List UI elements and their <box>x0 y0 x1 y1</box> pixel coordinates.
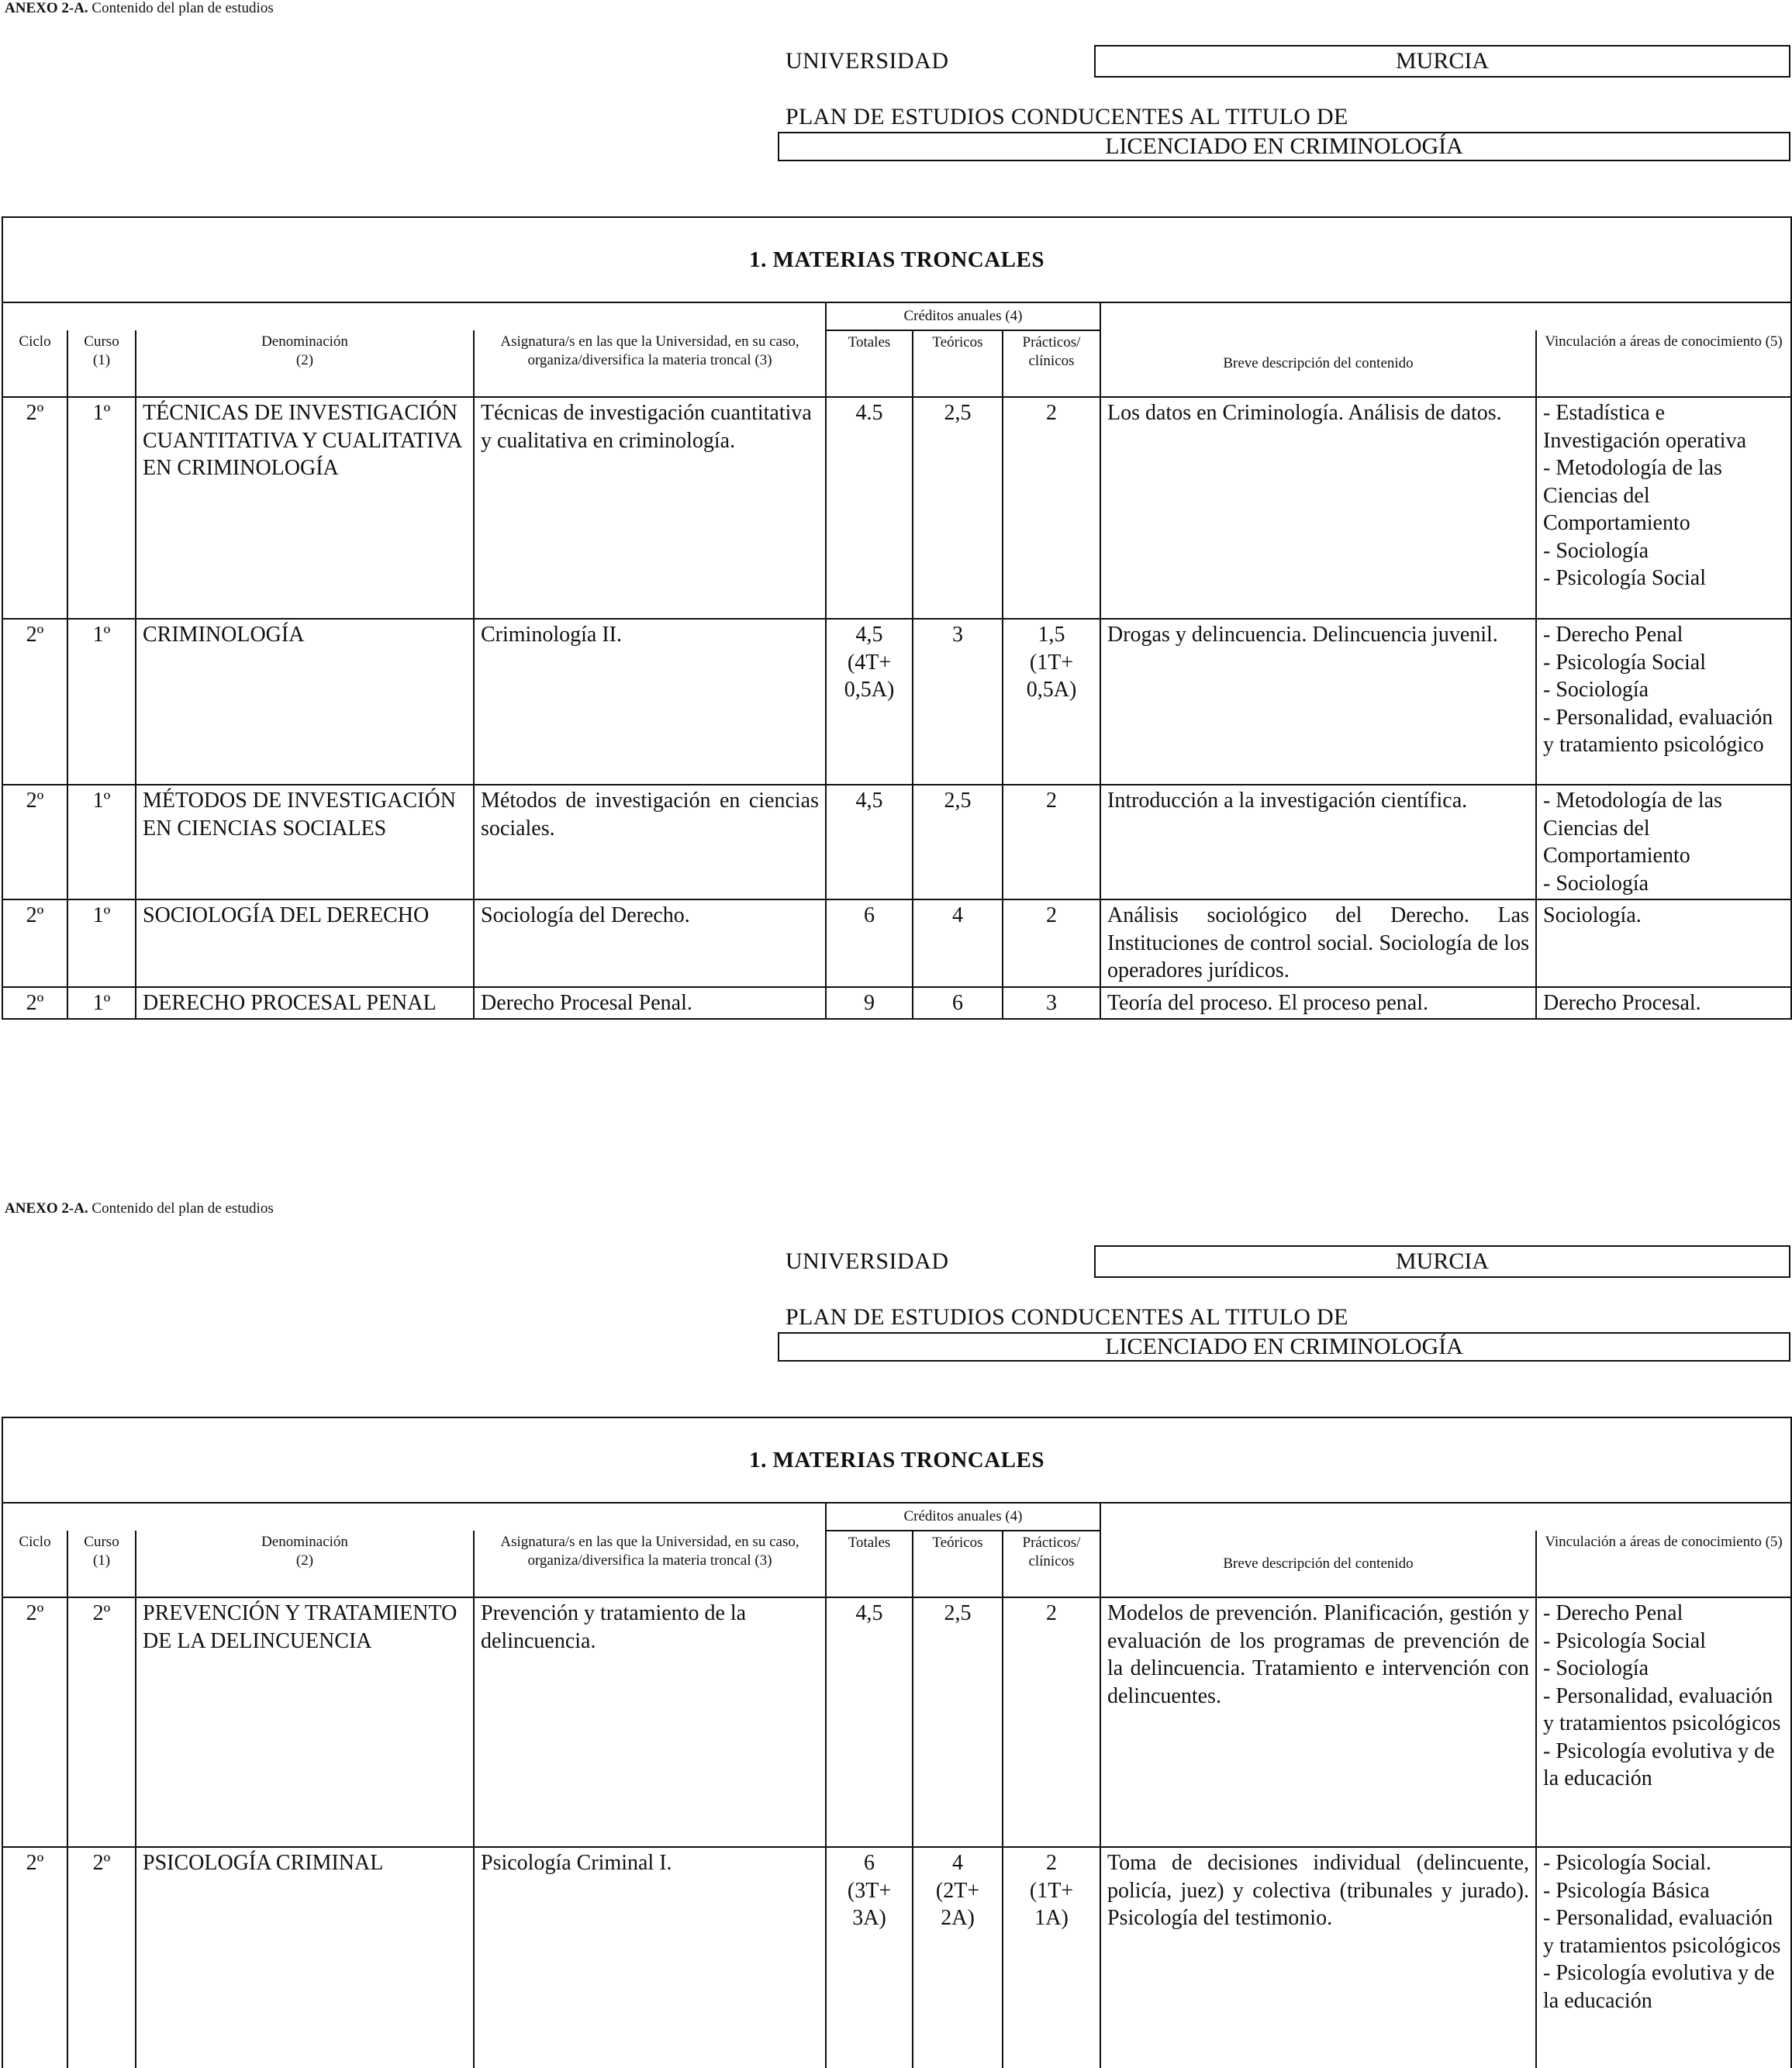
table-row <box>2 987 1791 1020</box>
cell-descripcion: Análisis sociológico del Derecho. Las Instituciones de control social. Sociología de los operadores jurídicos. <box>1100 899 1536 987</box>
cell-teoricos: 2,5 <box>913 1597 1003 1847</box>
header-teoricos: Teóricos <box>913 1531 1003 1597</box>
table-row <box>2 1597 1791 1847</box>
cell-asignatura: Técnicas de investigación cuantitativa y cualitativa en criminología. <box>474 397 826 619</box>
cell-denominacion: CRIMINOLOGÍA <box>136 619 474 785</box>
cell-practicos: 3 <box>1003 987 1100 1020</box>
cell-descripcion: Modelos de prevención. Planificación, gestión y evaluación de los programas de prevención de la delincuencia. Tratamiento e intervención con delincuentes. <box>1100 1597 1536 1847</box>
plan-label: PLAN DE ESTUDIOS CONDUCENTES AL TITULO DE <box>786 1304 1348 1330</box>
cell-vinculacion: Derecho Procesal. <box>1536 987 1791 1020</box>
cell-teoricos: 2,5 <box>913 785 1003 899</box>
page-2 <box>0 1200 1792 2068</box>
cell-denominacion: DERECHO PROCESAL PENAL <box>136 987 474 1020</box>
header-denominacion: Denominación (2) <box>136 1531 474 1597</box>
cell-descripcion: Introducción a la investigación científica. <box>1100 785 1536 899</box>
degree-value: LICENCIADO EN CRIMINOLOGÍA <box>778 132 1790 161</box>
cell-totales: 4.5 <box>826 397 913 619</box>
header-practicos: Prácticos/ clínicos <box>1003 330 1100 397</box>
annex-text: Contenido del plan de estudios <box>88 1200 274 1217</box>
cell-teoricos: 4 <box>913 899 1003 987</box>
university-label: UNIVERSIDAD <box>786 1248 949 1274</box>
troncales-table-wrap <box>2 216 1790 1020</box>
cell-ciclo: 2º <box>2 1847 67 2068</box>
credits-header: Créditos anuales (4) <box>826 302 1100 330</box>
plan-label: PLAN DE ESTUDIOS CONDUCENTES AL TITULO DE <box>786 104 1348 129</box>
header-teoricos: Teóricos <box>913 330 1003 397</box>
cell-practicos: 1,5 (1T+ 0,5A) <box>1003 619 1100 785</box>
cell-vinculacion: - Estadística e Investigación operativa - Metodología de las Ciencias del Comportamiento - Sociología - Psicología Social <box>1536 397 1791 619</box>
cell-teoricos: 3 <box>913 619 1003 785</box>
cell-teoricos: 4 (2T+ 2A) <box>913 1847 1003 2068</box>
header-totales: Totales <box>826 330 913 397</box>
cell-denominacion: PSICOLOGÍA CRIMINAL <box>136 1847 474 2068</box>
header-ciclo: Ciclo <box>2 1531 67 1597</box>
cell-descripcion: Drogas y delincuencia. Delincuencia juvenil. <box>1100 619 1536 785</box>
table-row <box>2 1847 1791 2068</box>
cell-practicos: 2 <box>1003 899 1100 987</box>
table-row <box>2 785 1791 899</box>
university-value: MURCIA <box>1094 45 1790 78</box>
cell-ciclo: 2º <box>2 1597 67 1847</box>
header-curso: Curso (1) <box>67 330 136 397</box>
cell-curso: 1º <box>67 899 136 987</box>
cell-totales: 4,5 <box>826 1597 913 1847</box>
header-practicos: Prácticos/ clínicos <box>1003 1531 1100 1597</box>
cell-denominacion: PREVENCIÓN Y TRATAMIENTO DE LA DELINCUENCIA <box>136 1597 474 1847</box>
cell-descripcion: Los datos en Criminología. Análisis de datos. <box>1100 397 1536 619</box>
header-spacer <box>1100 1503 1791 1531</box>
page-1 <box>0 0 1792 1024</box>
header-spacer <box>2 302 826 330</box>
university-value: MURCIA <box>1094 1245 1790 1278</box>
university-label: UNIVERSIDAD <box>786 48 949 74</box>
cell-practicos: 2 <box>1003 397 1100 619</box>
cell-asignatura: Prevención y tratamiento de la delincuencia. <box>474 1597 826 1847</box>
cell-practicos: 2 (1T+ 1A) <box>1003 1847 1100 2068</box>
header-ciclo: Ciclo <box>2 330 67 397</box>
cell-practicos: 2 <box>1003 785 1100 899</box>
troncales-table <box>2 1417 1792 2068</box>
annex-label: ANEXO 2-A. <box>5 1200 88 1217</box>
table-row <box>2 619 1791 785</box>
header-spacer <box>2 1503 826 1531</box>
cell-asignatura: Psicología Criminal I. <box>474 1847 826 2068</box>
cell-denominacion: SOCIOLOGÍA DEL DERECHO <box>136 899 474 987</box>
cell-vinculacion: Sociología. <box>1536 899 1791 987</box>
cell-ciclo: 2º <box>2 619 67 785</box>
troncales-table <box>2 216 1792 1020</box>
cell-ciclo: 2º <box>2 987 67 1020</box>
annex-text: Contenido del plan de estudios <box>88 0 274 16</box>
cell-teoricos: 2,5 <box>913 397 1003 619</box>
cell-vinculacion: - Metodología de las Ciencias del Comportamiento - Sociología <box>1536 785 1791 899</box>
cell-ciclo: 2º <box>2 397 67 619</box>
cell-denominacion: MÉTODOS DE INVESTIGACIÓN EN CIENCIAS SOCIALES <box>136 785 474 899</box>
cell-curso: 1º <box>67 397 136 619</box>
cell-vinculacion: - Derecho Penal - Psicología Social - Sociología - Personalidad, evaluación y tratamientos psicológicos - Psicología evolutiva y de la educación <box>1536 1597 1791 1847</box>
degree-value: LICENCIADO EN CRIMINOLOGÍA <box>778 1332 1790 1362</box>
header-denominacion: Denominación (2) <box>136 330 474 397</box>
header-spacer <box>1100 302 1791 330</box>
header-descripcion: Breve descripción del contenido <box>1100 330 1536 397</box>
cell-asignatura: Derecho Procesal Penal. <box>474 987 826 1020</box>
cell-asignatura: Sociología del Derecho. <box>474 899 826 987</box>
cell-curso: 1º <box>67 785 136 899</box>
table-row <box>2 397 1791 619</box>
section-title: 1. MATERIAS TRONCALES <box>2 1417 1791 1503</box>
header-vinculacion: Vinculación a áreas de conocimiento (5) <box>1536 330 1791 397</box>
cell-curso: 2º <box>67 1847 136 2068</box>
header-vinculacion: Vinculación a áreas de conocimiento (5) <box>1536 1531 1791 1597</box>
cell-denominacion: TÉCNICAS DE INVESTIGACIÓN CUANTITATIVA Y CUALITATIVA EN CRIMINOLOGÍA <box>136 397 474 619</box>
cell-ciclo: 2º <box>2 785 67 899</box>
cell-asignatura: Métodos de investigación en ciencias sociales. <box>474 785 826 899</box>
table-row <box>2 899 1791 987</box>
cell-asignatura: Criminología II. <box>474 619 826 785</box>
cell-descripcion: Teoría del proceso. El proceso penal. <box>1100 987 1536 1020</box>
cell-totales: 6 (3T+ 3A) <box>826 1847 913 2068</box>
cell-practicos: 2 <box>1003 1597 1100 1847</box>
header-curso: Curso (1) <box>67 1531 136 1597</box>
annex-label: ANEXO 2-A. <box>5 0 88 16</box>
cell-totales: 4,5 <box>826 785 913 899</box>
header-asignatura: Asignatura/s en las que la Universidad, en su caso, organiza/diversifica la materia troncal (3) <box>474 1531 826 1597</box>
credits-header: Créditos anuales (4) <box>826 1503 1100 1531</box>
cell-curso: 1º <box>67 987 136 1020</box>
cell-teoricos: 6 <box>913 987 1003 1020</box>
cell-totales: 4,5 (4T+ 0,5A) <box>826 619 913 785</box>
cell-descripcion: Toma de decisiones individual (delincuente, policía, juez) y colectiva (tribunales y jurado). Psicología del testimonio. <box>1100 1847 1536 2068</box>
section-title: 1. MATERIAS TRONCALES <box>2 217 1791 302</box>
cell-vinculacion: - Psicología Social. - Psicología Básica - Personalidad, evaluación y tratamientos psicológicos - Psicología evolutiva y de la educación <box>1536 1847 1791 2068</box>
cell-curso: 2º <box>67 1597 136 1847</box>
cell-totales: 6 <box>826 899 913 987</box>
cell-totales: 9 <box>826 987 913 1020</box>
annex-heading <box>5 0 274 17</box>
cell-ciclo: 2º <box>2 899 67 987</box>
troncales-table-wrap <box>2 1417 1790 2068</box>
cell-curso: 1º <box>67 619 136 785</box>
header-descripcion: Breve descripción del contenido <box>1100 1531 1536 1597</box>
header-asignatura: Asignatura/s en las que la Universidad, en su caso, organiza/diversifica la materia troncal (3) <box>474 330 826 397</box>
annex-heading <box>5 1200 274 1217</box>
header-totales: Totales <box>826 1531 913 1597</box>
cell-vinculacion: - Derecho Penal - Psicología Social - Sociología - Personalidad, evaluación y tratamiento psicológico <box>1536 619 1791 785</box>
